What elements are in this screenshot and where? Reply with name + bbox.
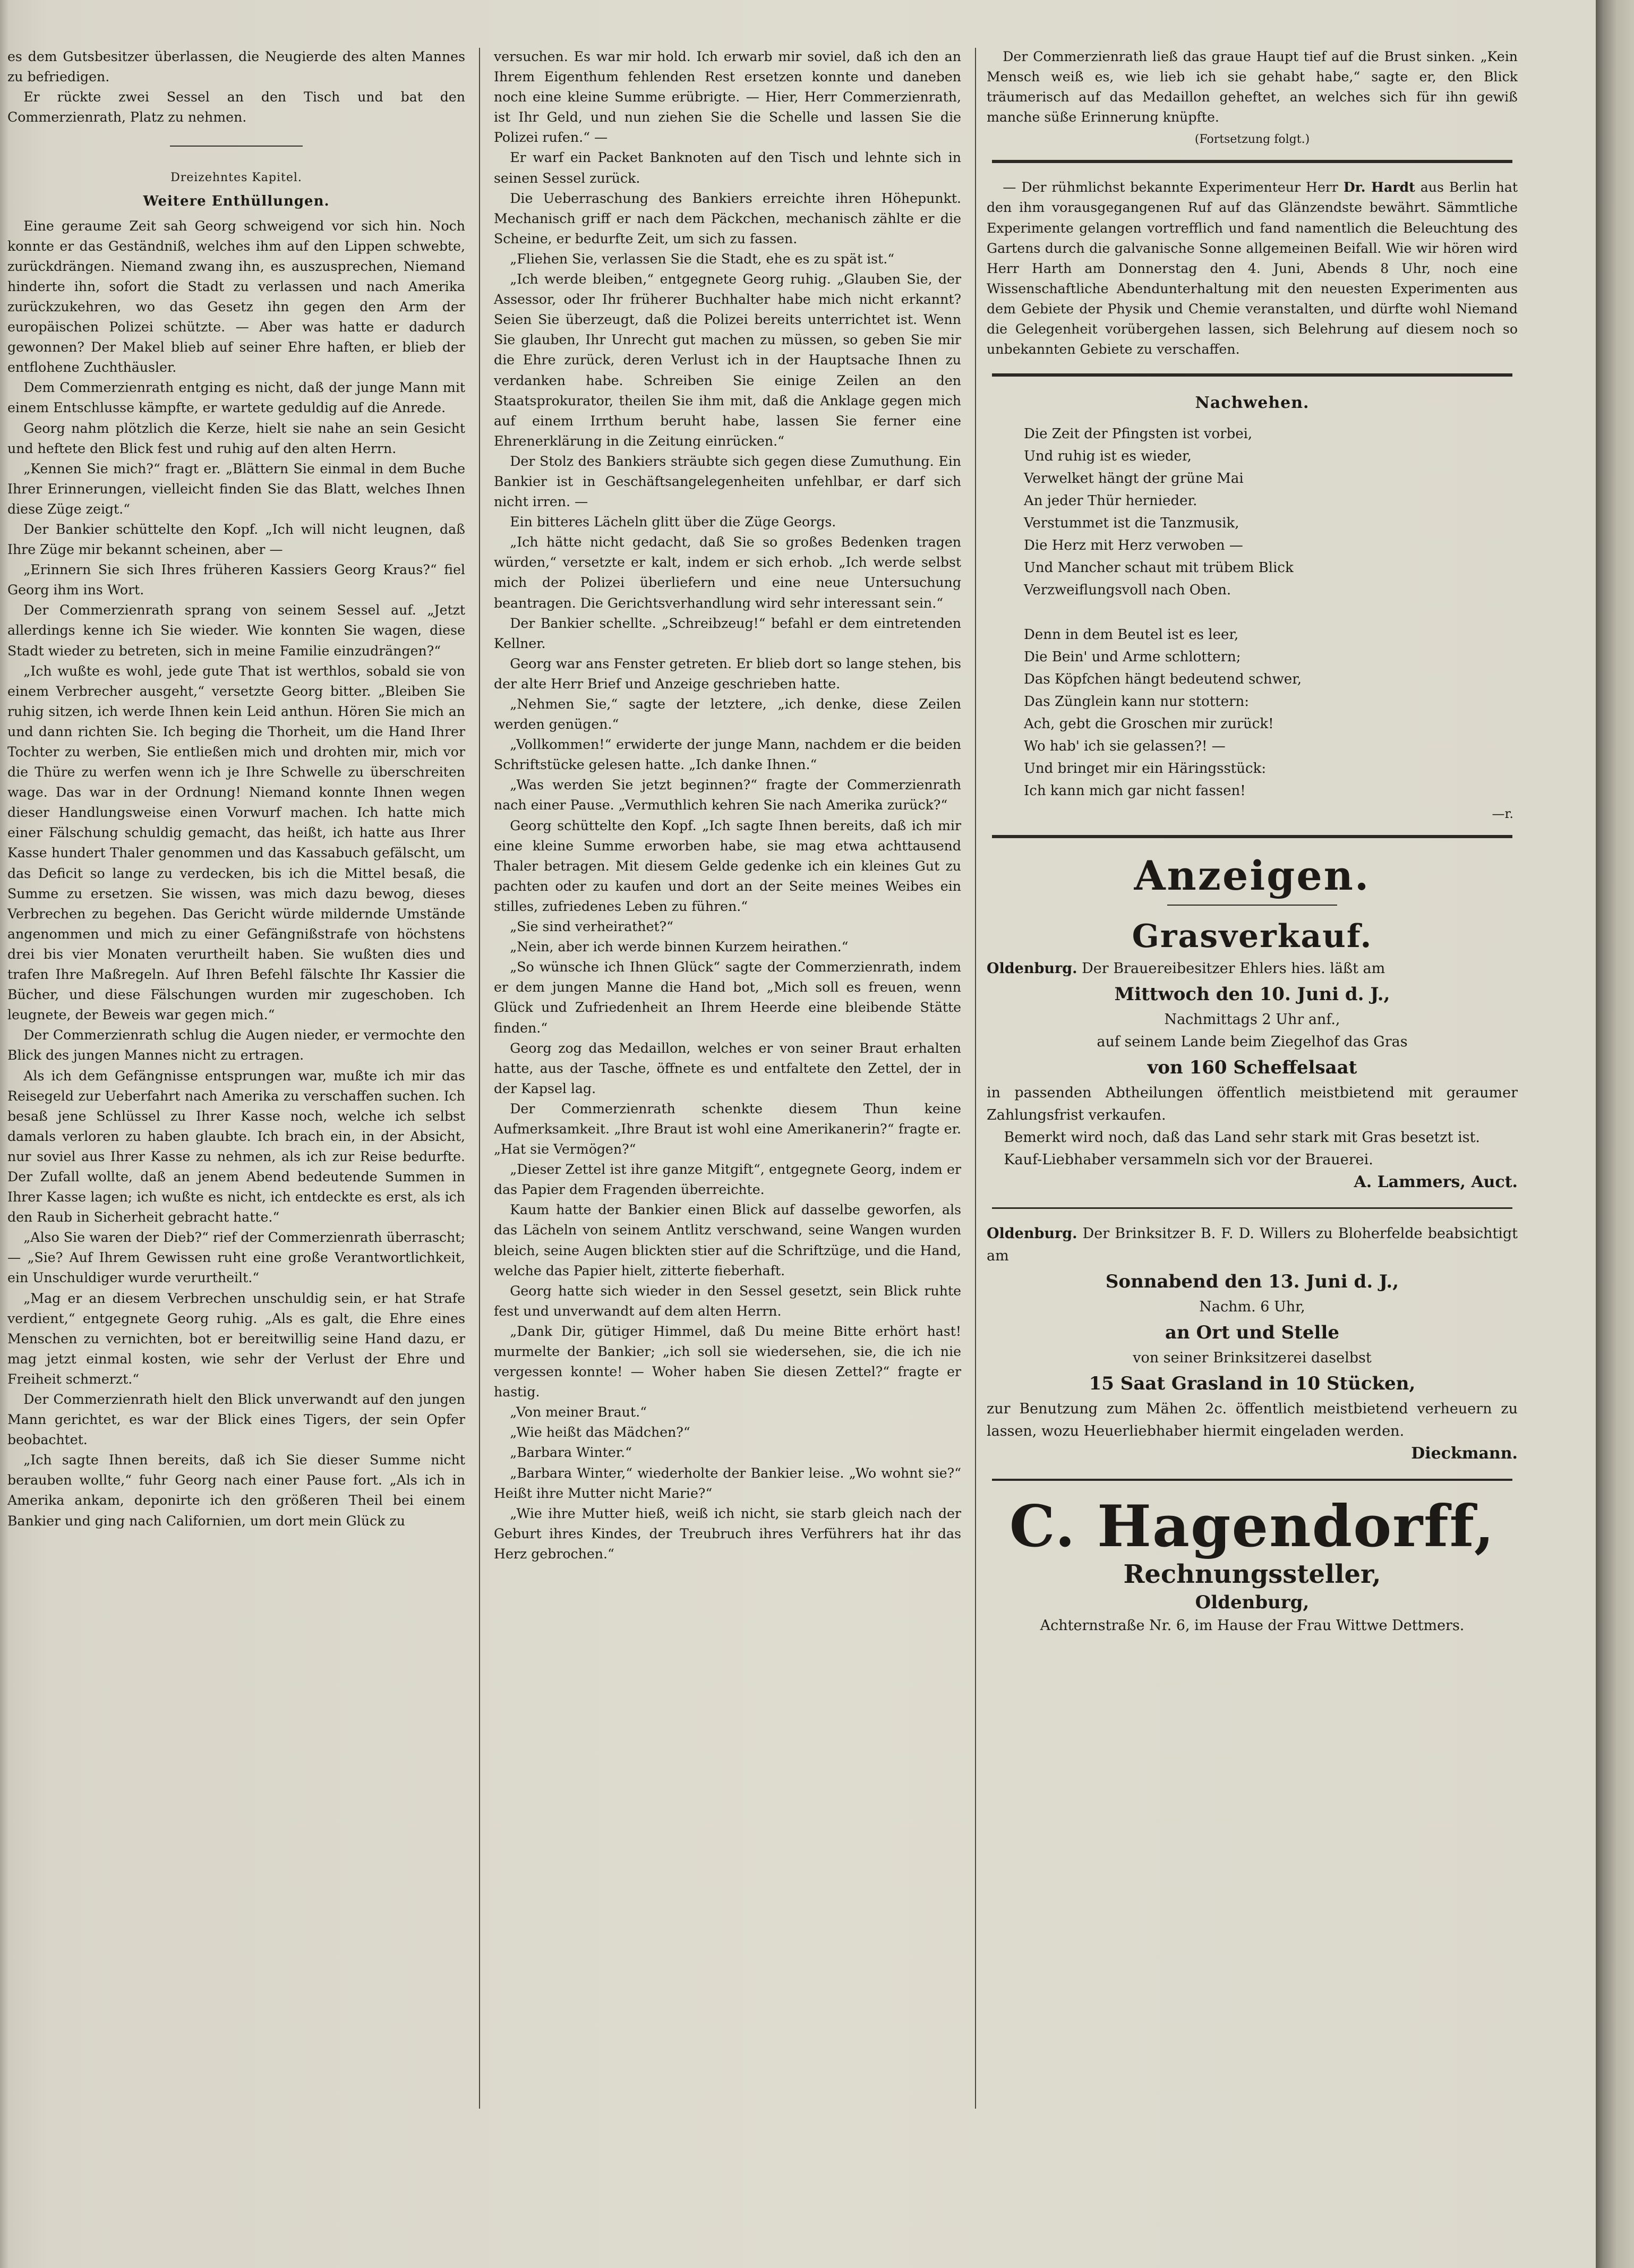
- poem-line: Und bringet mir ein Häringsstück:: [1024, 761, 1267, 777]
- ad-lead: Der Brinksitzer B. F. D. Willers zu Bloherfelde beabsichtigt am: [987, 1225, 1518, 1265]
- ads-divider: [1167, 905, 1337, 906]
- page-binding-edge: [1596, 0, 1634, 2268]
- poem-line: Die Herz mit Herz verwoben —: [1024, 538, 1243, 554]
- poem-line: Verwelket hängt der grüne Mai: [1024, 471, 1244, 487]
- paragraph: Der Commerzienrath ließ das graue Haupt tief auf die Brust sinken. „Kein Mensch weiß es, wie lieb ich sie gehabt habe,“ sagte er, den Blick träumerisch auf das Medaillon geheftet, an welches sich für ihn gewiß manche süße Erinnerung knüpfte.: [987, 49, 1518, 125]
- paragraph: Der Commerzienrath hielt den Blick unverwandt auf den jungen Mann gerichtet, es war der Blick eines Tigers, der sein Opfer beobachtet.: [7, 1392, 465, 1448]
- paragraph: Als ich dem Gefängnisse entsprungen war, mußte ich mir das Reisegeld zur Ueberfahrt nach Amerika zu verschaffen suchen. Ich besaß jene Schlüssel zu Ihrer Kasse noch, welche ich selbst damals verloren zu haben glaubte. Ich brach ein, in der Absicht, nur soviel aus Ihrer Kasse zu nehmen, als ich zur Reise bedurfte. Der Zufall wollte, daß an jenem Abend bedeutende Summen in Ihrer Kasse lagen; ich wußte es nicht, ich entdeckte es erst, als ich den Raub in Sicherheit gebracht hatte.“: [7, 1068, 465, 1225]
- paragraph: „Barbara Winter.“: [510, 1445, 632, 1461]
- paragraph: „Also Sie waren der Dieb?“ rief der Commerzienrath überrascht; — „Sie? Auf Ihrem Gewissen ruht eine große Verantwortlichkeit, ein Unschuldiger wurde verurtheilt.“: [7, 1230, 465, 1286]
- poem-line: Die Zeit der Pfingsten ist vorbei,: [1024, 426, 1253, 442]
- ad-text: Kauf-Liebhaber versammeln sich vor der Brauerei.: [1004, 1152, 1373, 1169]
- paragraph: Der Commerzienrath schenkte diesem Thun keine Aufmerksamkeit. „Ihre Braut ist wohl eine Amerikanerin?“ fragte er. „Hat sie Vermögen?“: [494, 1101, 961, 1157]
- paragraph: „Erinnern Sie sich Ihres früheren Kassiers Georg Kraus?“ fiel Georg ihm ins Wort.: [7, 562, 465, 598]
- section-divider: [170, 146, 303, 147]
- ad-time: Nachmittags 2 Uhr anf.,: [1164, 1011, 1340, 1028]
- paragraph: „Nehmen Sie,“ sagte der letztere, „ich denke, diese Zeilen werden genügen.“: [494, 696, 961, 732]
- section-divider: [992, 160, 1512, 163]
- ad-grasland: [987, 1223, 1518, 1465]
- ad-signer: Dieckmann.: [1411, 1444, 1518, 1463]
- ads-heading: Anzeigen.: [1134, 852, 1371, 900]
- column-1: [7, 47, 465, 1531]
- paragraph: Georg war ans Fenster getreten. Er blieb dort so lange stehen, bis der alte Herr Brief und Anzeige geschrieben hatte.: [494, 655, 961, 692]
- paragraph: „Wie ihre Mutter hieß, weiß ich nicht, sie starb gleich nach der Geburt ihres Kindes, der Treubruch ihres Verführers hat ihr das Herz gebrochen.“: [494, 1505, 961, 1562]
- ad-text: Bemerkt wird noch, daß das Land sehr stark mit Gras besetzt ist.: [1004, 1129, 1481, 1146]
- poem-line: Das Köpfchen hängt bedeutend schwer,: [1024, 671, 1302, 688]
- paragraph: „Ich wußte es wohl, jede gute That ist werthlos, sobald sie von einem Verbrecher ausgeht,“ versetzte Georg bitter. „Bleiben Sie ruhig sitzen, ich werde Ihnen kein Leid anthun. Hören Sie mich an und dann richten Sie. Ich beging die Thorheit, um die Hand Ihrer Tochter zu werben, Sie entließen mich und drohten mir, mich vor die Thüre zu werfen wenn ich je Ihre Schwelle zu überschreiten wage. Das war in der Ordnung! Niemand konnte Ihnen wegen dieser Handlungsweise einen Vorwurf machen. Ich hatte mich einer Fälschung schuldig gemacht, das heißt, ich hatte aus Ihrer Kasse hundert Thaler genommen und das Kassabuch gefälscht, um das Deficit so lange zu verdecken, bis ich die Mittel besaß, die Summe zu ersetzen. Sie wissen, was mich dazu bewog, dieses Verbrechen zu begehen. Das Gericht würde mildernde Umstände angenommen und mich zu einer Gefängnißstrafe von höchstens drei bis vier Monaten verurtheilt haben. Sie wußten dies und trafen Ihre Maßregeln. Auf Ihren Befehl fälschte Ihr Kassier die Bücher, und diese Fälschungen wurden mir zugeschoben. Ich leugnete, der Beweis war gegen mich.“: [7, 663, 465, 1023]
- paragraph: „Dieser Zettel ist ihre ganze Mitgift“, entgegnete Georg, indem er das Papier dem Fragenden überreichte.: [494, 1162, 961, 1198]
- poem-line: Die Bein' und Arme schlottern;: [1024, 649, 1241, 666]
- poem-title: Nachwehen.: [1195, 394, 1310, 413]
- ad-date: Mittwoch den 10. Juni d. J.,: [1114, 984, 1390, 1005]
- paragraph: es dem Gutsbesitzer überlassen, die Neugierde des alten Mannes zu befriedigen.: [7, 49, 465, 85]
- ad-date: Sonnabend den 13. Juni d. J.,: [1105, 1271, 1399, 1293]
- poem-line: Denn in dem Beutel ist es leer,: [1024, 627, 1239, 643]
- paragraph: Georg hatte sich wieder in den Sessel gesetzt, sein Blick ruhte fest und unverwandt auf dem alten Herrn.: [494, 1283, 961, 1319]
- poem-line: Und ruhig ist es wieder,: [1024, 448, 1192, 465]
- paragraph: „Nein, aber ich werde binnen Kurzem heirathen.“: [510, 939, 849, 955]
- paragraph: Georg zog das Medaillon, welches er von seiner Braut erhalten hatte, aus der Tasche, öffnete es und entfaltete den Zettel, der in der Kapsel lag.: [494, 1040, 961, 1096]
- ad-place-text: auf seinem Lande beim Ziegelhof das Gras: [1097, 1034, 1408, 1051]
- ad-hagendorff-city: Oldenburg,: [1195, 1592, 1310, 1614]
- chapter-title: Weitere Enthüllungen.: [143, 193, 330, 210]
- column-3: [987, 47, 1518, 1637]
- ad-text: von seiner Brinksitzerei daselbst: [1133, 1350, 1372, 1367]
- paragraph: Georg schüttelte den Kopf. „Ich sagte Ihnen bereits, daß ich mir eine kleine Summe erworben habe, sie mag etwa achttausend Thaler betragen. Mit diesem Gelde gedenke ich ein kleines Gut zu pachten oder zu kaufen und dort an der Seite meines Weibes ein stilles, zufriedenes Leben zu führen.“: [494, 817, 961, 914]
- paragraph: „Ich hätte nicht gedacht, daß Sie so großes Bedenken tragen würden,“ versetzte er kalt, indem er sich erhob. „Ich werde selbst mich der Polizei überliefern und eine neue Untersuchung beantragen. Die Gerichtsverhandlung wird sehr interessant sein.“: [494, 534, 961, 611]
- column-rule: [975, 48, 976, 2109]
- section-divider: [992, 1207, 1512, 1209]
- paragraph: Georg nahm plötzlich die Kerze, hielt sie nahe an sein Gesicht und heftete den Blick fest und ruhig auf den alten Herrn.: [7, 420, 465, 456]
- paragraph: Ein bitteres Lächeln glitt über die Züge Georgs.: [510, 514, 836, 530]
- notice-name: Dr. Hardt: [1343, 179, 1415, 195]
- paragraph: Der Bankier schellte. „Schreibzeug!“ befahl er dem eintretenden Kellner.: [494, 615, 961, 651]
- poem-line: Ach, gebt die Groschen mir zurück!: [1024, 716, 1274, 732]
- poem-line: Und Mancher schaut mit trübem Blick: [1024, 560, 1294, 576]
- paragraph: „Fliehen Sie, verlassen Sie die Stadt, ehe es zu spät ist.“: [510, 251, 895, 267]
- poem-signature: —r.: [1492, 806, 1513, 822]
- notice-text: aus Berlin hat den ihm vorausgegangenen Ruf auf das Glänzendste bewährt. Sämmtliche Experimente gelangen vortrefflich und fand namentlich die Beleuchtung des Gartens durch die galvanische Sonne allgemeinen Beifall. Wie wir hören wird Herr Harth am Donnerstag den 4. Juni, Abends 8 Uhr, noch eine Wissenschaftliche Abendunterhaltung mit den neuesten Experimenten aus dem Gebiete der Physik und Chemie veranstalten, und dürfte wohl Niemand die Gelegenheit vorübergehen lassen, sich Belehrung auf diesem noch so unbekannten Gebiete zu verschaffen.: [987, 180, 1518, 357]
- continuation-note: (Fortsetzung folgt.): [1194, 133, 1310, 147]
- paragraph: Er warf ein Packet Banknoten auf den Tisch und lehnte sich in seinen Sessel zurück.: [494, 150, 961, 186]
- ad-hagendorff-address: Achternstraße Nr. 6, im Hause der Frau Wittwe Dettmers.: [1040, 1617, 1465, 1634]
- paragraph: Kaum hatte der Bankier einen Blick auf dasselbe geworfen, als das Lächeln von seinem Antlitz verschwand, seine Wangen wurden bleich, seine Augen blickten stier auf die Schriftzüge, und die Hand, welche das Papier hielt, zitterte fieberhaft.: [494, 1202, 961, 1278]
- paragraph: „Vollkommen!“ erwiderte der junge Mann, nachdem er die beiden Schriftstücke gelesen hatte. „Ich danke Ihnen.“: [494, 737, 961, 773]
- paragraph: „Ich werde bleiben,“ entgegnete Georg ruhig. „Glauben Sie, der Assessor, oder Ihr früherer Buchhalter habe mich nicht erkannt? Seien Sie überzeugt, daß die Polizei bereits unterrichtet ist. Wenn Sie glauben, Ihr Unrecht gut machen zu müssen, so geben Sie mir die Ehre zurück, deren Verlust ich in der Hauptsache Ihnen zu verdanken habe. Schreiben Sie einige Zeilen an den Staatsprokurator, theilen Sie ihm mit, daß die Anklage gegen mich auf einem Irrthum beruht habe, lassen Sie ferner eine Ehrenerklärung in die Zeitung einrücken.“: [494, 271, 961, 449]
- column-2: [494, 47, 961, 1564]
- paragraph: „Was werden Sie jetzt beginnen?“ fragte der Commerzienrath nach einer Pause. „Vermuthlich kehren Sie nach Amerika zurück?“: [494, 777, 961, 813]
- ad-title: Grasverkauf.: [1132, 918, 1373, 956]
- local-notice: [987, 177, 1518, 360]
- paragraph: „Kennen Sie mich?“ fragt er. „Blättern Sie einmal in dem Buche Ihrer Erinnerungen, vielleicht finden Sie das Blatt, welches Ihnen diese Züge zeigt.“: [7, 461, 465, 517]
- paragraph: Der Commerzienrath schlug die Augen nieder, er vermochte den Blick des jungen Mannes nicht zu ertragen.: [7, 1027, 465, 1063]
- paragraph: Der Commerzienrath sprang von seinem Sessel auf. „Jetzt allerdings kenne ich Sie wieder. Wie konnten Sie wagen, diese Stadt wieder zu betreten, sich in meine Familie einzudrängen?“: [7, 602, 465, 659]
- column-rule: [479, 48, 480, 2109]
- paragraph: „Mag er an diesem Verbrechen unschuldig sein, er hat Strafe verdient,“ entgegnete Georg ruhig. „Als es galt, die Ehre eines Menschen zu vernichten, bot er bereitwillig seine Hand dazu, er mag jetzt einmal kosten, wie sehr der Verlust der Ehre und Freiheit schmerzt.“: [7, 1290, 465, 1387]
- section-divider: [992, 373, 1512, 377]
- poem-line: Das Zünglein kann nur stottern:: [1024, 694, 1250, 710]
- paragraph: „Dank Dir, gütiger Himmel, daß Du meine Bitte erhört hast! murmelte der Bankier; „ich soll sie wiedersehen, sie, die ich nie vergessen konnte! — Woher haben Sie diesen Zettel?“ fragte er hastig.: [494, 1323, 961, 1400]
- poem: [987, 423, 1518, 802]
- ad-place: Oldenburg.: [987, 1225, 1077, 1242]
- paragraph: Die Ueberraschung des Bankiers erreichte ihren Höhepunkt. Mechanisch griff er nach dem Päckchen, mechanisch zählte er die Scheine, er bedurfte Zeit, um sich zu fassen.: [494, 190, 961, 246]
- poem-line: An jeder Thür hernieder.: [1024, 493, 1197, 509]
- paragraph: „Barbara Winter,“ wiederholte der Bankier leise. „Wo wohnt sie?“ Heißt ihre Mutter nicht Marie?“: [494, 1465, 961, 1501]
- ad-place: Oldenburg.: [987, 960, 1077, 977]
- paragraph: „Wie heißt das Mädchen?“: [510, 1425, 690, 1440]
- ad-time: Nachm. 6 Uhr,: [1199, 1299, 1305, 1316]
- poem-line: Wo hab' ich sie gelassen?! —: [1024, 738, 1226, 755]
- section-divider: [992, 1479, 1512, 1481]
- paragraph: Er rückte zwei Sessel an den Tisch und bat den Commerzienrath, Platz zu nehmen.: [7, 89, 465, 125]
- section-divider: [992, 835, 1512, 838]
- paragraph: versuchen. Es war mir hold. Ich erwarb mir soviel, daß ich den an Ihrem Eigenthum fehlenden Rest ersetzen konnte und daneben noch eine kleine Summe erübrigte. — Hier, Herr Commerzienrath, ist Ihr Geld, und nun ziehen Sie die Schelle und lassen Sie die Polizei rufen.“ —: [494, 49, 961, 146]
- ad-signer: A. Lammers, Auct.: [1354, 1173, 1518, 1192]
- paragraph: „Ich sagte Ihnen bereits, daß ich Sie dieser Summe nicht berauben wollte,“ fuhr Georg nach einer Pause fort. „Als ich in Amerika ankam, deponirte ich den größeren Theil bei einem Bankier und ging nach Californien, um dort mein Glück zu: [7, 1452, 465, 1529]
- ad-text: in passenden Abtheilungen öffentlich meistbietend mit geraumer Zahlungsfrist verkaufen.: [987, 1085, 1518, 1124]
- ad-grasverkauf: [987, 915, 1518, 1193]
- ad-hagendorff-role: Rechnungssteller,: [1123, 1559, 1381, 1590]
- chapter-label: Dreizehntes Kapitel.: [170, 171, 302, 185]
- paragraph: Dem Commerzienrath entging es nicht, daß der junge Mann mit einem Entschlusse kämpfte, er wartete geduldig auf die Anrede.: [7, 380, 465, 416]
- ad-hagendorff: [987, 1495, 1518, 1637]
- paragraph: „Von meiner Braut.“: [510, 1404, 647, 1420]
- paragraph: Der Bankier schüttelte den Kopf. „Ich will nicht leugnen, daß Ihre Züge mir bekannt scheinen, aber —: [7, 521, 465, 558]
- notice-prefix: — Der rühmlichst bekannte Experimenteur Herr: [1003, 180, 1338, 195]
- ad-place-text: an Ort und Stelle: [1165, 1322, 1340, 1344]
- ad-amount: von 160 Scheffelsaat: [1147, 1057, 1357, 1079]
- paragraph: „Sie sind verheirathet?“: [510, 919, 674, 935]
- ad-amount: 15 Saat Grasland in 10 Stücken,: [1089, 1373, 1416, 1395]
- paragraph: Eine geraume Zeit sah Georg schweigend vor sich hin. Noch konnte er das Geständniß, welches ihm auf den Lippen schwebte, zurückdrängen. Niemand zwang ihn, es auszusprechen, Niemand hinderte ihn, sofort die Stadt zu verlassen und nach Amerika zurückzukehren, wo das Gesetz ihn gegen den Arm der europäischen Polizei schützte. — Aber was hatte er dadurch gewonnen? Der Makel blieb auf seiner Ehre haften, er blieb der entflohene Zuchthäusler.: [7, 218, 465, 376]
- ad-lead: Der Brauereibesitzer Ehlers hies. läßt am: [1082, 960, 1385, 977]
- stanza-gap: [1024, 601, 1518, 624]
- poem-line: Verzweiflungsvoll nach Oben.: [1024, 582, 1231, 599]
- ad-hagendorff-name: C. Hagendorff,: [1009, 1493, 1495, 1561]
- paragraph: „So wünsche ich Ihnen Glück“ sagte der Commerzienrath, indem er dem jungen Manne die Hand bot, „Mich soll es freuen, wenn Glück und Zufriedenheit an Ihrem Heerde eine bleibende Stätte finden.“: [494, 959, 961, 1036]
- poem-line: Verstummet ist die Tanzmusik,: [1024, 515, 1239, 532]
- poem-line: Ich kann mich gar nicht fassen!: [1024, 783, 1246, 799]
- story-continuation: [987, 47, 1518, 127]
- paragraph: Der Stolz des Bankiers sträubte sich gegen diese Zumuthung. Ein Bankier ist in Geschäftsangelegenheiten unfehlbar, er darf sich nicht irren. —: [494, 453, 961, 510]
- ad-text: zur Benutzung zum Mähen 2c. öffentlich meistbietend verheuern zu lassen, wozu Heuerliebhaber hiermit eingeladen werden.: [987, 1401, 1518, 1440]
